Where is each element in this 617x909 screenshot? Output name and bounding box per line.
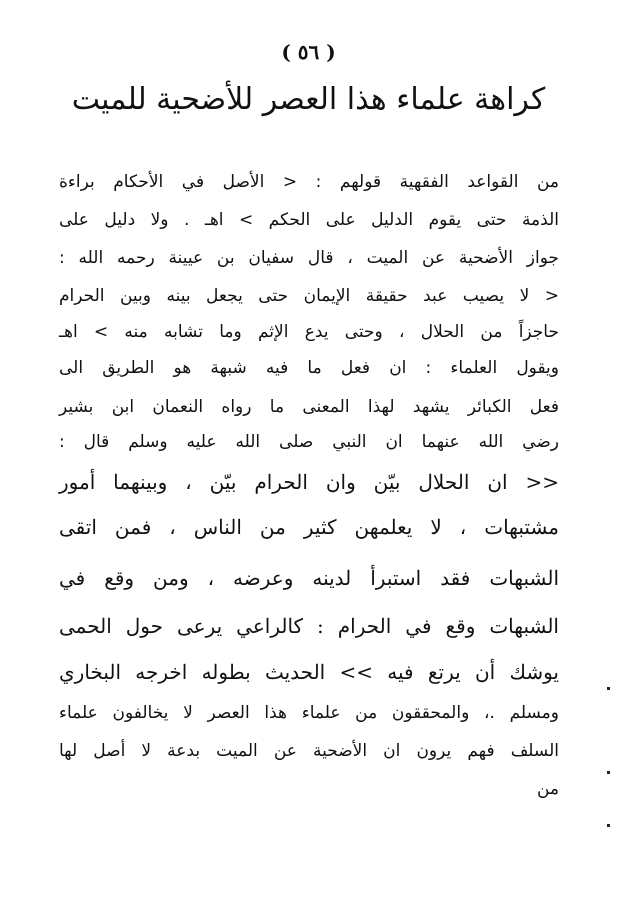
text-line: ويقول العلماء : ان فعل ما فيه شبهة هو الطريق الى: [59, 358, 559, 378]
text-line: ومسلم .، والمحققون من علماء هذا العصر لا يخالفون علماء: [59, 703, 559, 723]
text-line: السلف فهم يرون ان الأضحية عن الميت بدعة لا أصل لها: [59, 741, 559, 761]
text-line: من القواعد الفقهية قولهم : < الأصل في الأحكام براءة: [59, 172, 559, 192]
hadith-line: يوشك أن يرتع فيه >> الحديث بطوله اخرجه البخاري: [59, 660, 559, 684]
hadith-line: << ان الحلال بيّن وان الحرام بيّن ، وبينهما أمور: [59, 470, 559, 494]
page-title: كراهة علماء هذا العصر للأضحية للميت: [71, 82, 546, 117]
text-line: رضي الله عنهما ان النبي صلى الله عليه وسلم قال :: [59, 432, 559, 452]
text-line: الذمة حتى يقوم الدليل على الحكم > اهـ . ولا دليل على: [59, 210, 559, 230]
page-number: ( ٥٦ ): [281, 40, 336, 64]
text-line: من: [536, 779, 559, 799]
text-line: جواز الأضحية عن الميت ، قال سفيان بن عيينة رحمه الله :: [59, 248, 559, 268]
scan-speck: [607, 687, 610, 690]
text-line: حاجزاً من الحلال ، وحتى يدع الإثم وما تشابه منه > اهـ: [59, 322, 559, 342]
hadith-line: الشبهات وقع في الحرام : كالراعي يرعى حول الحمى: [59, 614, 559, 638]
hadith-line: مشتبهات ، لا يعلمهن كثير من الناس ، فمن اتقى: [59, 515, 559, 539]
text-line: < لا يصيب عبد حقيقة الإيمان حتى يجعل بينه وبين الحرام: [59, 286, 559, 306]
hadith-line: الشبهات فقد استبرأ لدينه وعرضه ، ومن وقع في: [59, 566, 559, 590]
scan-speck: [607, 771, 610, 774]
scan-speck: [607, 824, 610, 827]
text-line: فعل الكبائر يشهد لهذا المعنى ما رواه النعمان ابن بشير: [59, 397, 559, 417]
